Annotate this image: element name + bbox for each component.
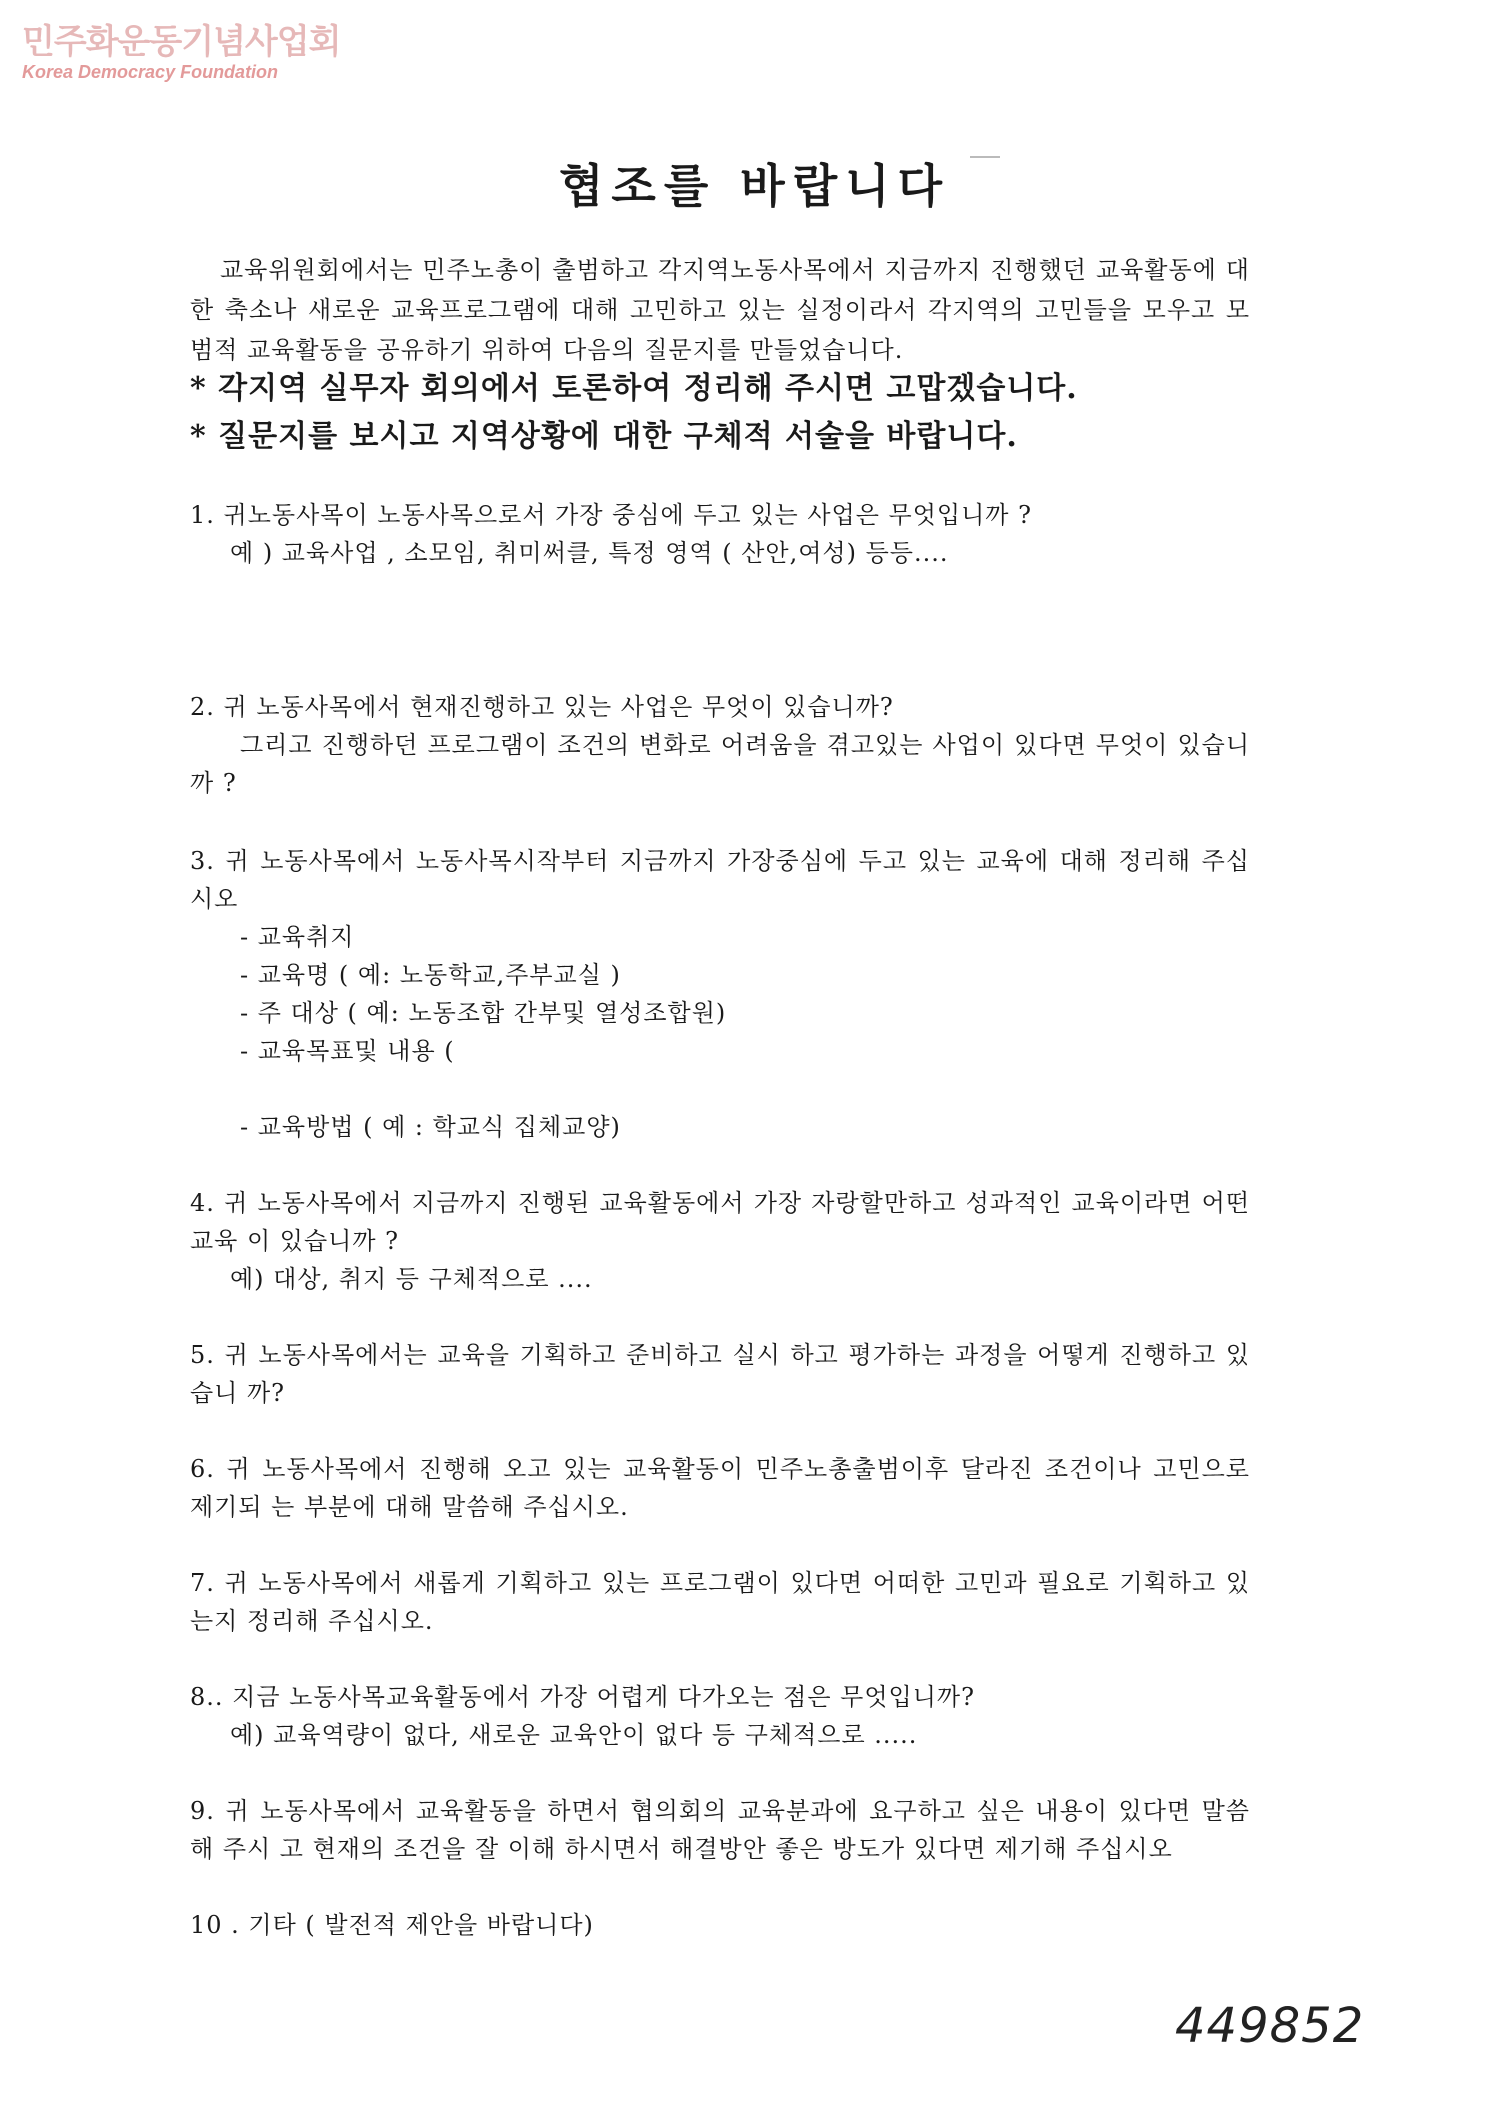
question-text: 7. 귀 노동사목에서 새롭게 기획하고 있는 프로그램이 있다면 어떠한 고민과 필요로 기획하고 있는지 정리해 주십시오.	[190, 1569, 1250, 1635]
question-text: 8.. 지금 노동사목교육활동에서 가장 어렵게 다가오는 점은 무엇입니까?	[190, 1683, 975, 1711]
question-9	[190, 1792, 1250, 1868]
question-example: 예) 대상, 취지 등 구체적으로 ....	[230, 1265, 593, 1293]
question-text: 6. 귀 노동사목에서 진행해 오고 있는 교육활동이 민주노총출범이후 달라진 조건이나 고민으로 제기되 는 부분에 대해 말씀해 주십시오.	[190, 1455, 1250, 1521]
question-2	[190, 688, 1250, 802]
question-list	[190, 496, 1250, 1982]
list-item: - 교육방법 ( 예 : 학교식 집체교양)	[240, 1113, 621, 1141]
answer-space	[240, 1070, 1250, 1108]
question-example: 예 ) 교육사업 , 소모임, 취미써클, 특정 영역 ( 산안,여성) 등등....	[230, 539, 949, 567]
question-text: 1. 귀노동사목이 노동사목으로서 가장 중심에 두고 있는 사업은 무엇입니까 ?	[190, 501, 1032, 529]
list-item: - 교육목표및 내용 (	[240, 1037, 455, 1065]
intro-paragraph: 교육위원회에서는 민주노총이 출범하고 각지역노동사목에서 지금까지 진행했던 교육활동에 대한 축소나 새로운 교육프로그램에 대해 고민하고 있는 실정이라서 각지역의 고민들을 모우고 모범적 교육활동을 공유하기 위하여 다음의 질문지를 만들었습니다.	[190, 256, 1250, 364]
question-items	[190, 918, 1250, 1146]
question-text: 5. 귀 노동사목에서는 교육을 기획하고 준비하고 실시 하고 평가하는 과정을 어떻게 진행하고 있습니 까?	[190, 1341, 1250, 1407]
list-item: - 교육명 ( 예: 노동학교,주부교실 )	[240, 961, 621, 989]
question-text: 2. 귀 노동사목에서 현재진행하고 있는 사업은 무엇이 있습니까?	[190, 693, 894, 721]
page-title: 협조를 바랍니다	[558, 159, 951, 213]
question-3	[190, 842, 1250, 1146]
notices	[190, 365, 1250, 461]
list-item: - 교육취지	[240, 923, 355, 951]
notice-2: * 질문지를 보시고 지역상황에 대한 구체적 서술을 바랍니다.	[190, 419, 1018, 454]
question-7	[190, 1564, 1250, 1640]
handwritten-number: 449852	[1175, 1998, 1365, 2054]
question-8	[190, 1678, 1250, 1754]
question-6	[190, 1450, 1250, 1526]
question-10	[190, 1906, 1250, 1944]
list-item: - 주 대상 ( 예: 노동조합 간부및 열성조합원)	[240, 999, 727, 1027]
notice-1: * 각지역 실무자 회의에서 토론하여 정리해 주시면 고맙겠습니다.	[190, 371, 1078, 406]
question-text: 10 . 기타 ( 발전적 제안을 바랍니다)	[190, 1911, 594, 1939]
question-text: 9. 귀 노동사목에서 교육활동을 하면서 협의회의 교육분과에 요구하고 싶은 내용이 있다면 말씀해 주시 고 현재의 조건을 잘 이해 하시면서 해결방안 좋은 방도가 있다면 제기해 주십시오	[190, 1797, 1250, 1863]
question-example: 예) 교육역량이 없다, 새로운 교육안이 없다 등 구체적으로 .....	[230, 1721, 918, 1749]
question-1	[190, 496, 1250, 572]
question-text-continued: 그리고 진행하던 프로그램이 조건의 변화로 어려움을 겪고있는 사업이 있다면 무엇이 있습니까 ?	[190, 731, 1250, 797]
logo-en: Korea Democracy Foundation	[22, 62, 279, 82]
question-text: 3. 귀 노동사목에서 노동사목시작부터 지금까지 가장중심에 두고 있는 교육에 대해 정리해 주십시오	[190, 847, 1250, 913]
question-text: 4. 귀 노동사목에서 지금까지 진행된 교육활동에서 가장 자랑할만하고 성과적인 교육이라면 어떤 교육 이 있습니까 ?	[190, 1189, 1250, 1255]
intro-section	[190, 250, 1250, 370]
question-5	[190, 1336, 1250, 1412]
logo-kr: 민주화운동기념사업회	[22, 22, 341, 62]
question-4	[190, 1184, 1250, 1298]
